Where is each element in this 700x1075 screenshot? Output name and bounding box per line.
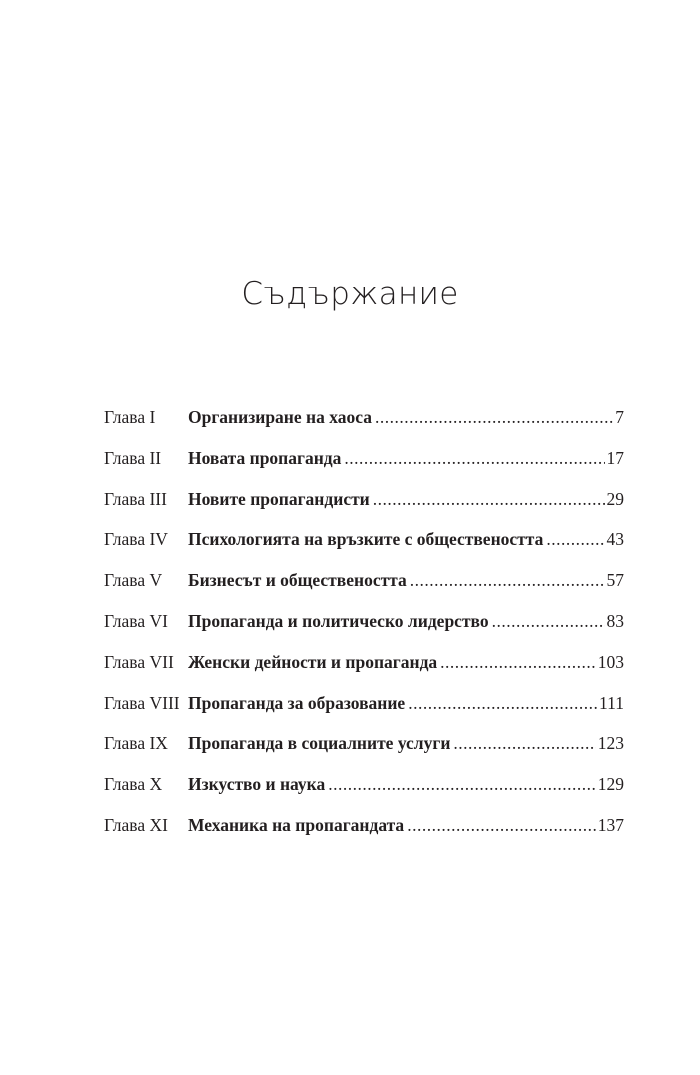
toc-chapter-title: Женски дейности и пропаганда <box>188 651 438 672</box>
toc-page-number: 83 <box>606 610 624 631</box>
toc-chapter-number: Глава I <box>104 407 156 427</box>
toc-chapter-number: Глава V <box>104 570 163 591</box>
toc-leader-dots <box>375 407 613 428</box>
toc-chapter-title: Психологията на връзките с обществеността <box>188 529 544 550</box>
toc-leader-dots <box>440 652 596 673</box>
toc-page-number: 111 <box>599 692 624 713</box>
toc-chapter-title: Новата пропаганда <box>188 447 342 468</box>
toc-chapter-number: Глава XI <box>104 814 168 835</box>
toc-entry <box>104 529 624 570</box>
toc-chapter-number: Глава IX <box>104 733 168 754</box>
toc-page-number: 43 <box>606 529 624 550</box>
toc-leader-dots <box>453 733 595 754</box>
toc-chapter-title: Пропаганда в социалните услуги <box>188 733 451 754</box>
toc-page-number: 137 <box>597 814 624 835</box>
toc-chapter-title: Пропаганда и политическо лидерство <box>188 610 489 631</box>
toc-page-number: 103 <box>597 651 624 672</box>
toc-chapter-number: Глава VI <box>104 610 168 631</box>
toc-chapter-title: Новите пропагандисти <box>188 488 370 509</box>
toc-entry <box>104 570 624 611</box>
toc-entry <box>104 652 624 693</box>
toc-chapter-title: Организиране на хаоса <box>188 407 372 427</box>
toc-entry <box>104 815 624 856</box>
toc-chapter-number: Глава VII <box>104 651 174 672</box>
toc-chapter-number: Глава VIII <box>104 692 180 713</box>
toc-page-number: 129 <box>597 774 624 795</box>
toc-chapter-number: Глава IV <box>104 529 168 550</box>
toc-page-number: 29 <box>606 488 624 509</box>
toc-leader-dots <box>492 611 605 632</box>
toc-chapter-number: Глава III <box>104 488 167 509</box>
toc-entry <box>104 733 624 774</box>
toc-leader-dots <box>328 774 596 795</box>
toc-chapter-title: Пропаганда за образование <box>188 692 406 713</box>
toc-leader-dots <box>410 570 605 591</box>
toc-chapter-title: Бизнесът и обществеността <box>188 570 407 591</box>
toc-entry <box>104 448 624 489</box>
table-of-contents <box>104 407 624 856</box>
toc-leader-dots <box>408 693 597 714</box>
toc-chapter-number: Глава II <box>104 447 162 468</box>
page-title: Съдържание <box>241 276 459 312</box>
toc-page-number: 7 <box>615 407 624 427</box>
toc-chapter-title: Механика на пропагандата <box>188 814 405 835</box>
toc-page-number: 57 <box>606 570 624 591</box>
toc-leader-dots <box>344 448 604 469</box>
toc-leader-dots <box>373 489 605 510</box>
toc-entry <box>104 611 624 652</box>
toc-entry <box>104 774 624 815</box>
toc-chapter-number: Глава X <box>104 774 163 795</box>
toc-leader-dots <box>407 815 596 836</box>
toc-page-number: 17 <box>606 447 624 468</box>
toc-entry <box>104 489 624 530</box>
toc-chapter-title: Изкуство и наука <box>188 774 326 795</box>
toc-entry <box>104 693 624 734</box>
toc-leader-dots <box>546 529 604 550</box>
toc-entry <box>104 407 624 448</box>
toc-page-number: 123 <box>597 733 624 754</box>
